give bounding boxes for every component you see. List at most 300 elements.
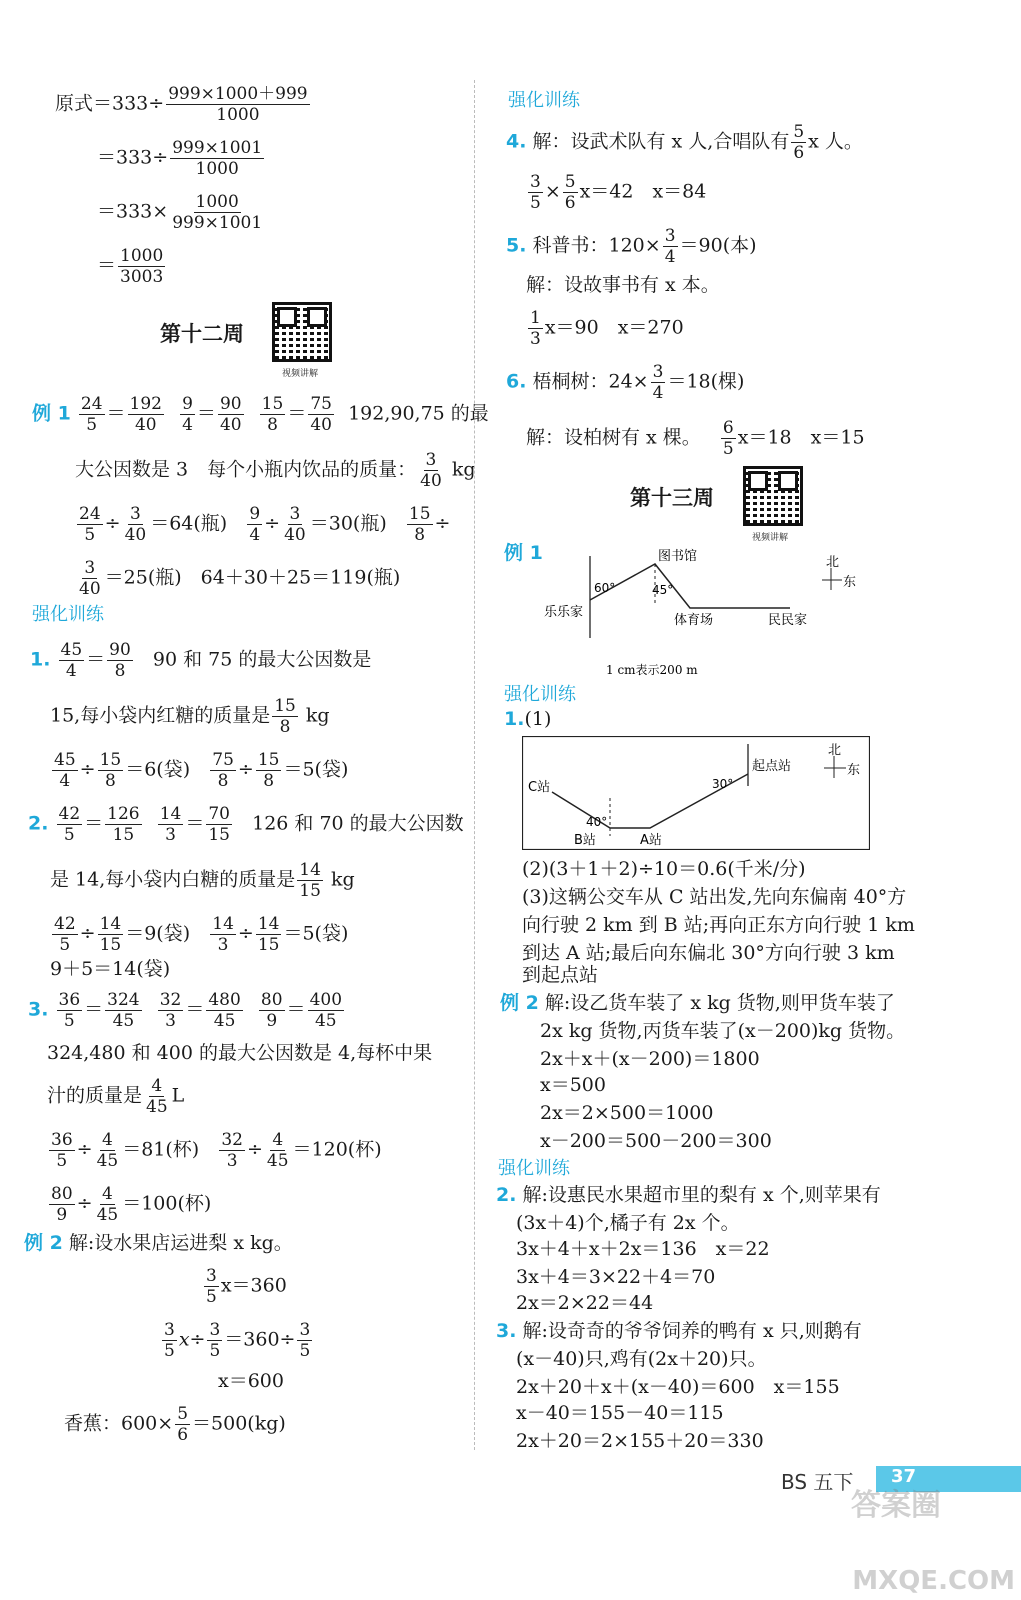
question-label: 4.	[506, 130, 527, 153]
q2-line-2	[50, 860, 355, 901]
map2-east: 东	[847, 763, 861, 778]
den: 5	[164, 1341, 175, 1361]
op: ＝	[84, 998, 104, 1021]
question-label: 6.	[506, 370, 527, 393]
num: 32	[159, 990, 182, 1010]
question-label: 2.	[28, 812, 49, 835]
text: 解:设奇奇的爷爷饲养的鸭有 x 只,则鹅有	[522, 1320, 862, 1342]
num: 3	[425, 450, 437, 470]
fraction	[204, 1266, 219, 1307]
num: 14	[212, 914, 234, 934]
fraction	[79, 394, 105, 435]
fraction	[256, 914, 282, 955]
question-label: 1.	[30, 648, 51, 671]
den: 3003	[120, 267, 164, 287]
q1-line-2	[50, 696, 330, 737]
r1-part2: (2)(3＋1＋2)÷10＝0.6(千米/分)	[522, 858, 806, 880]
den: 40	[219, 415, 242, 435]
num: 192	[129, 394, 162, 414]
watermark-logo: 答案圈	[851, 1488, 941, 1523]
num: 32	[221, 1130, 243, 1150]
text: 解：设柏树有 x 棵。	[526, 426, 701, 449]
map2-b: B站	[574, 833, 596, 848]
unit: kg	[330, 868, 355, 891]
den: 40	[420, 471, 442, 491]
ex2-r-line-3: 2x＋x＋(x－200)＝1800	[540, 1048, 760, 1070]
op: ÷	[76, 1192, 93, 1215]
q3-line-5	[47, 1184, 211, 1225]
op: ＝	[86, 648, 106, 671]
num: 15	[261, 394, 284, 414]
fraction	[158, 990, 184, 1031]
s2-line-2: (3x＋4)个,橘子有 2x 个。	[516, 1212, 740, 1234]
ex1-line-2	[75, 450, 476, 491]
fraction	[175, 1404, 190, 1445]
num: 14	[159, 804, 182, 824]
fraction	[210, 750, 236, 791]
q3-line-4	[47, 1130, 382, 1171]
num: 9	[182, 394, 193, 414]
num: 1	[530, 308, 541, 328]
op: ÷	[189, 1328, 206, 1351]
den: 8	[279, 717, 291, 737]
text: ＝360÷	[224, 1328, 296, 1351]
example-label: 例 2	[24, 1232, 63, 1254]
ex2-r-line-4: x＝500	[540, 1074, 606, 1096]
question-label: 5.	[506, 234, 527, 257]
num: 75	[310, 394, 332, 414]
fraction	[49, 1184, 75, 1225]
ex2-r-line-6: x－200＝500－200＝300	[540, 1130, 772, 1152]
text: 香蕉：600×	[64, 1412, 174, 1435]
num: 5	[793, 122, 805, 142]
op: ＝	[185, 812, 205, 835]
den: 45	[146, 1097, 168, 1117]
den: 5	[530, 193, 541, 213]
den: 40	[310, 415, 332, 435]
num: 3	[129, 504, 141, 524]
fraction	[105, 804, 141, 845]
text: ＝9(袋)	[125, 922, 191, 945]
den: 4	[652, 383, 664, 403]
num: 45	[60, 640, 83, 660]
text: ＝500(kg)	[192, 1412, 286, 1435]
map2-start: 起点站	[752, 759, 792, 774]
den: 8	[114, 661, 126, 681]
num: 36	[51, 1130, 73, 1150]
den: 8	[217, 771, 229, 791]
q6-line-2	[526, 418, 865, 459]
den: 3	[217, 935, 229, 955]
fraction	[663, 226, 678, 267]
den: 5	[84, 525, 96, 545]
text: ＝333÷	[97, 146, 169, 169]
den: 15	[257, 935, 280, 955]
fraction	[105, 990, 141, 1031]
op: ÷	[237, 758, 254, 781]
den: 15	[208, 825, 230, 845]
text: 126 和 70 的最大公因数	[252, 812, 464, 835]
den: 5	[59, 935, 71, 955]
den: 40	[79, 579, 101, 599]
num: 70	[208, 804, 230, 824]
num: 14	[99, 914, 122, 934]
num: 3	[84, 558, 96, 578]
den: 40	[134, 415, 157, 435]
text: 原式＝333÷	[55, 92, 165, 115]
den: 5	[63, 825, 75, 845]
ex1-line-1	[32, 394, 489, 435]
qr-caption: 视频讲解	[752, 533, 789, 543]
den: 5	[206, 1287, 217, 1307]
den: 9	[56, 1205, 68, 1225]
q3-line-1	[28, 990, 346, 1031]
s2-line-3: 3x＋4＋x＋2x＝136 x＝22	[516, 1238, 770, 1260]
map1-north: 北	[826, 555, 840, 570]
fraction	[98, 750, 124, 791]
num: 15	[408, 504, 431, 524]
map2-a: A站	[640, 833, 662, 848]
text: x＝42 x＝84	[579, 180, 707, 203]
fraction	[158, 804, 184, 845]
fraction	[297, 860, 323, 901]
op: ÷	[434, 512, 451, 535]
fraction	[95, 1184, 121, 1225]
text: ＝25(瓶) 64＋30＋25＝119(瓶)	[104, 566, 401, 589]
den: 45	[213, 1011, 236, 1031]
num: 324	[107, 990, 140, 1010]
den: 3	[530, 329, 541, 349]
text: 192,90,75 的最	[348, 402, 489, 425]
text: 解：设故事书有 x 本。	[526, 274, 720, 296]
num: 3	[652, 362, 664, 382]
fraction	[59, 640, 85, 681]
num: 126	[107, 804, 140, 824]
text: x＝600	[218, 1370, 284, 1392]
map1-lele: 乐乐家	[544, 605, 584, 620]
s3-line-2: (x－40)只,鸡有(2x＋20)只。	[516, 1348, 767, 1370]
question-label: 1.	[504, 708, 525, 730]
op: ÷	[76, 1138, 93, 1161]
den: 999×1001	[172, 213, 263, 233]
fraction	[57, 804, 83, 845]
map2-c: C站	[528, 780, 551, 795]
den: 1000	[195, 159, 239, 179]
den: 8	[263, 771, 275, 791]
text: 324,480 和 400 的最大公因数是 4,每杯中果	[47, 1042, 433, 1064]
op: ＝	[84, 812, 104, 835]
op: ×	[544, 180, 561, 203]
s3-line-4: x－40＝155－40＝115	[516, 1402, 724, 1424]
ex2-r-line-2: 2x kg 货物,丙货车装了(x－200)kg 货物。	[540, 1020, 906, 1042]
text: ＝18(棵)	[667, 370, 745, 393]
q5-line-1	[506, 226, 757, 267]
ex2-line-4	[218, 1368, 284, 1394]
section-train-r2: 强化训练	[504, 684, 576, 705]
fraction	[206, 990, 242, 1031]
den: 45	[112, 1011, 135, 1031]
map1-library: 图书馆	[658, 549, 698, 564]
q2-line-1	[28, 804, 464, 845]
den: 4	[182, 415, 193, 435]
op: ÷	[79, 758, 96, 781]
num: 36	[58, 990, 81, 1010]
text: 解:设乙货车装了 x kg 货物,则甲货车装了	[544, 992, 895, 1014]
r1-part3d: 到起点站	[522, 964, 599, 986]
fraction	[52, 750, 78, 791]
num: 14	[299, 860, 321, 880]
fraction	[207, 1320, 222, 1361]
q5-line-3	[526, 308, 684, 349]
fraction	[308, 394, 334, 435]
num: 4	[101, 1184, 113, 1204]
qr-code-icon[interactable]	[272, 302, 332, 362]
fraction	[308, 990, 344, 1031]
den: 4	[664, 247, 676, 267]
section-train-1: 强化训练	[32, 604, 104, 625]
den: 8	[414, 525, 426, 545]
den: 3	[226, 1151, 238, 1171]
fraction	[651, 362, 666, 403]
op: ＝	[106, 402, 126, 425]
den: 15	[299, 881, 321, 901]
num: 24	[79, 504, 101, 524]
num: 15	[257, 750, 280, 770]
num: 3	[530, 172, 541, 192]
den: 4	[249, 525, 261, 545]
fraction	[791, 122, 806, 163]
fraction	[256, 750, 282, 791]
den: 5	[63, 1011, 75, 1031]
text: x 人。	[808, 130, 863, 153]
op: ÷	[237, 922, 254, 945]
week13-title: 第十三周	[630, 486, 714, 510]
den: 45	[96, 1151, 119, 1171]
q4-line-1	[506, 122, 863, 163]
bus-route-map	[522, 736, 870, 850]
s2-line-1	[496, 1182, 881, 1208]
fraction	[170, 192, 264, 233]
den: 40	[124, 525, 147, 545]
den: 8	[104, 771, 116, 791]
fraction	[77, 558, 103, 599]
r1-part3c: 到达 A 站;最后向东偏北 30°方向行驶 3 km	[522, 942, 895, 964]
text: ＝120(杯)	[292, 1138, 382, 1161]
q6-line-1	[506, 362, 744, 403]
num: 1000	[120, 246, 164, 266]
map2-angle40: 40°	[586, 815, 608, 829]
text: 梧桐树：24×	[532, 370, 649, 393]
ex2-r-line-1	[500, 990, 895, 1016]
page-number: 37	[891, 1466, 917, 1487]
den: 40	[284, 525, 306, 545]
den: 1000	[216, 105, 260, 125]
den: 5	[722, 439, 734, 459]
den: 15	[112, 825, 135, 845]
calc-line-4	[97, 246, 167, 287]
map1-angle1: 60°	[594, 581, 616, 595]
num: 999×1001	[172, 138, 263, 158]
text: ＝	[97, 254, 117, 277]
q1-line-3	[50, 750, 348, 791]
num: 15	[274, 696, 296, 716]
r1-part3b: 向行驶 2 km 到 B 站;再向正东方向行驶 1 km	[522, 914, 915, 936]
column-divider	[474, 80, 475, 1450]
num: 999×1000＋999	[168, 84, 308, 104]
text: ＝90(本)	[679, 234, 757, 257]
calc-line-2	[97, 138, 266, 179]
den: 3	[165, 1011, 176, 1031]
text: 9＋5＝14(袋)	[50, 958, 171, 980]
fraction	[260, 394, 286, 435]
num: 80	[51, 1184, 73, 1204]
text: ＝5(袋)	[283, 758, 349, 781]
q2-line-3	[50, 914, 348, 955]
map2-north: 北	[828, 743, 842, 758]
fraction	[528, 172, 543, 213]
fraction	[95, 1130, 121, 1171]
fraction	[49, 1130, 75, 1171]
fraction	[282, 504, 308, 545]
fraction	[118, 246, 165, 287]
fraction	[52, 914, 78, 955]
op: ÷	[79, 922, 96, 945]
den: 5	[209, 1341, 221, 1361]
text: 15,每小袋内红糖的质量是	[50, 704, 271, 727]
question-label: 3.	[28, 998, 49, 1021]
fraction	[107, 640, 133, 681]
den: 15	[99, 935, 122, 955]
num: 480	[208, 990, 241, 1010]
q3-line-2	[47, 1040, 432, 1066]
num: 400	[309, 990, 343, 1010]
text: 科普书：120×	[532, 234, 661, 257]
s3-line-1	[496, 1318, 862, 1344]
s3-line-5: 2x＋20＝2×155＋20＝330	[516, 1430, 764, 1452]
question-label: 2.	[496, 1184, 517, 1206]
den: 6	[564, 193, 576, 213]
den: 45	[96, 1205, 119, 1225]
unit: L	[171, 1084, 185, 1107]
num: 42	[54, 914, 76, 934]
s2-line-4: 3x＋4＝3×22＋4＝70	[516, 1266, 716, 1288]
qr-code-icon[interactable]	[743, 466, 803, 526]
text: 是 14,每小袋内白糖的质量是	[50, 868, 296, 891]
den: 4	[59, 771, 71, 791]
fraction	[721, 418, 736, 459]
num: 75	[212, 750, 234, 770]
den: 6	[793, 143, 805, 163]
num: 24	[80, 394, 103, 414]
q2-line-4	[50, 956, 170, 982]
op: ÷	[104, 512, 121, 535]
ex1-r-label: 例 1	[504, 542, 543, 564]
section-train-r1: 强化训练	[508, 90, 580, 111]
den: 8	[267, 415, 278, 435]
num: 1000	[195, 192, 239, 212]
qr-caption: 视频讲解	[282, 369, 319, 379]
fraction	[418, 450, 444, 491]
map2-angle30: 30°	[712, 777, 734, 791]
den: 45	[314, 1011, 337, 1031]
direction-map-1	[540, 546, 880, 686]
fraction	[144, 1076, 170, 1117]
num: 3	[164, 1320, 175, 1340]
question-label: 3.	[496, 1320, 517, 1342]
den: 4	[65, 661, 77, 681]
fraction	[407, 504, 433, 545]
fraction	[219, 1130, 245, 1171]
calc-line-1	[55, 84, 312, 125]
fraction	[206, 804, 232, 845]
ex2-line-2	[202, 1266, 287, 1307]
text: x＝360	[220, 1274, 287, 1297]
fraction	[265, 1130, 291, 1171]
text: ＝64(瓶)	[150, 512, 228, 535]
text: x＝18 x＝15	[737, 426, 865, 449]
fraction	[77, 504, 103, 545]
watermark-site: MXQE.COM	[852, 1566, 1015, 1596]
fraction	[528, 308, 543, 349]
fraction	[218, 394, 244, 435]
num: 3	[206, 1266, 217, 1286]
unit: kg	[305, 704, 330, 727]
num: 42	[58, 804, 81, 824]
op: ＝	[185, 998, 205, 1021]
fraction	[259, 990, 285, 1031]
den: 5	[86, 415, 98, 435]
q1-line-1	[30, 640, 371, 681]
op: ÷	[264, 512, 281, 535]
unit: kg	[451, 458, 476, 481]
fraction	[272, 696, 298, 737]
text: 大公因数是 3 每个小瓶内饮品的质量：	[75, 458, 417, 481]
ex2-line-3	[160, 1320, 314, 1361]
op: ÷	[246, 1138, 263, 1161]
num: 3	[209, 1320, 221, 1340]
fraction	[210, 914, 236, 955]
fraction	[162, 1320, 177, 1361]
fraction	[563, 172, 578, 213]
den: 6	[177, 1425, 189, 1445]
example-label: 例 2	[500, 992, 539, 1014]
num: 90	[219, 394, 242, 414]
text: 汁的质量是	[47, 1084, 143, 1107]
map1-angle2: 45°	[652, 583, 674, 597]
r1-label-line	[504, 706, 551, 732]
q4-line-2	[526, 172, 706, 213]
num: 5	[177, 1404, 189, 1424]
text: x＝90 x＝270	[544, 316, 684, 339]
op: ＝	[196, 402, 216, 425]
fraction	[247, 504, 262, 545]
num: 45	[54, 750, 76, 770]
text: 解:设惠民水果超市里的梨有 x 个,则苹果有	[522, 1184, 881, 1206]
op: ＝	[287, 402, 307, 425]
num: 80	[260, 990, 283, 1010]
page-footer	[751, 1466, 1021, 1523]
s3-line-3: 2x＋20＋x＋(x－40)＝600 x＝155	[516, 1376, 840, 1398]
text: 90 和 75 的最大公因数是	[152, 648, 372, 671]
ex1-line-4	[75, 558, 400, 599]
calc-line-3	[97, 192, 266, 233]
num: 15	[99, 750, 122, 770]
q5-line-2	[526, 272, 720, 298]
fraction	[57, 990, 83, 1031]
num: 3	[664, 226, 676, 246]
num: 6	[722, 418, 734, 438]
text: ＝100(杯)	[122, 1192, 212, 1215]
